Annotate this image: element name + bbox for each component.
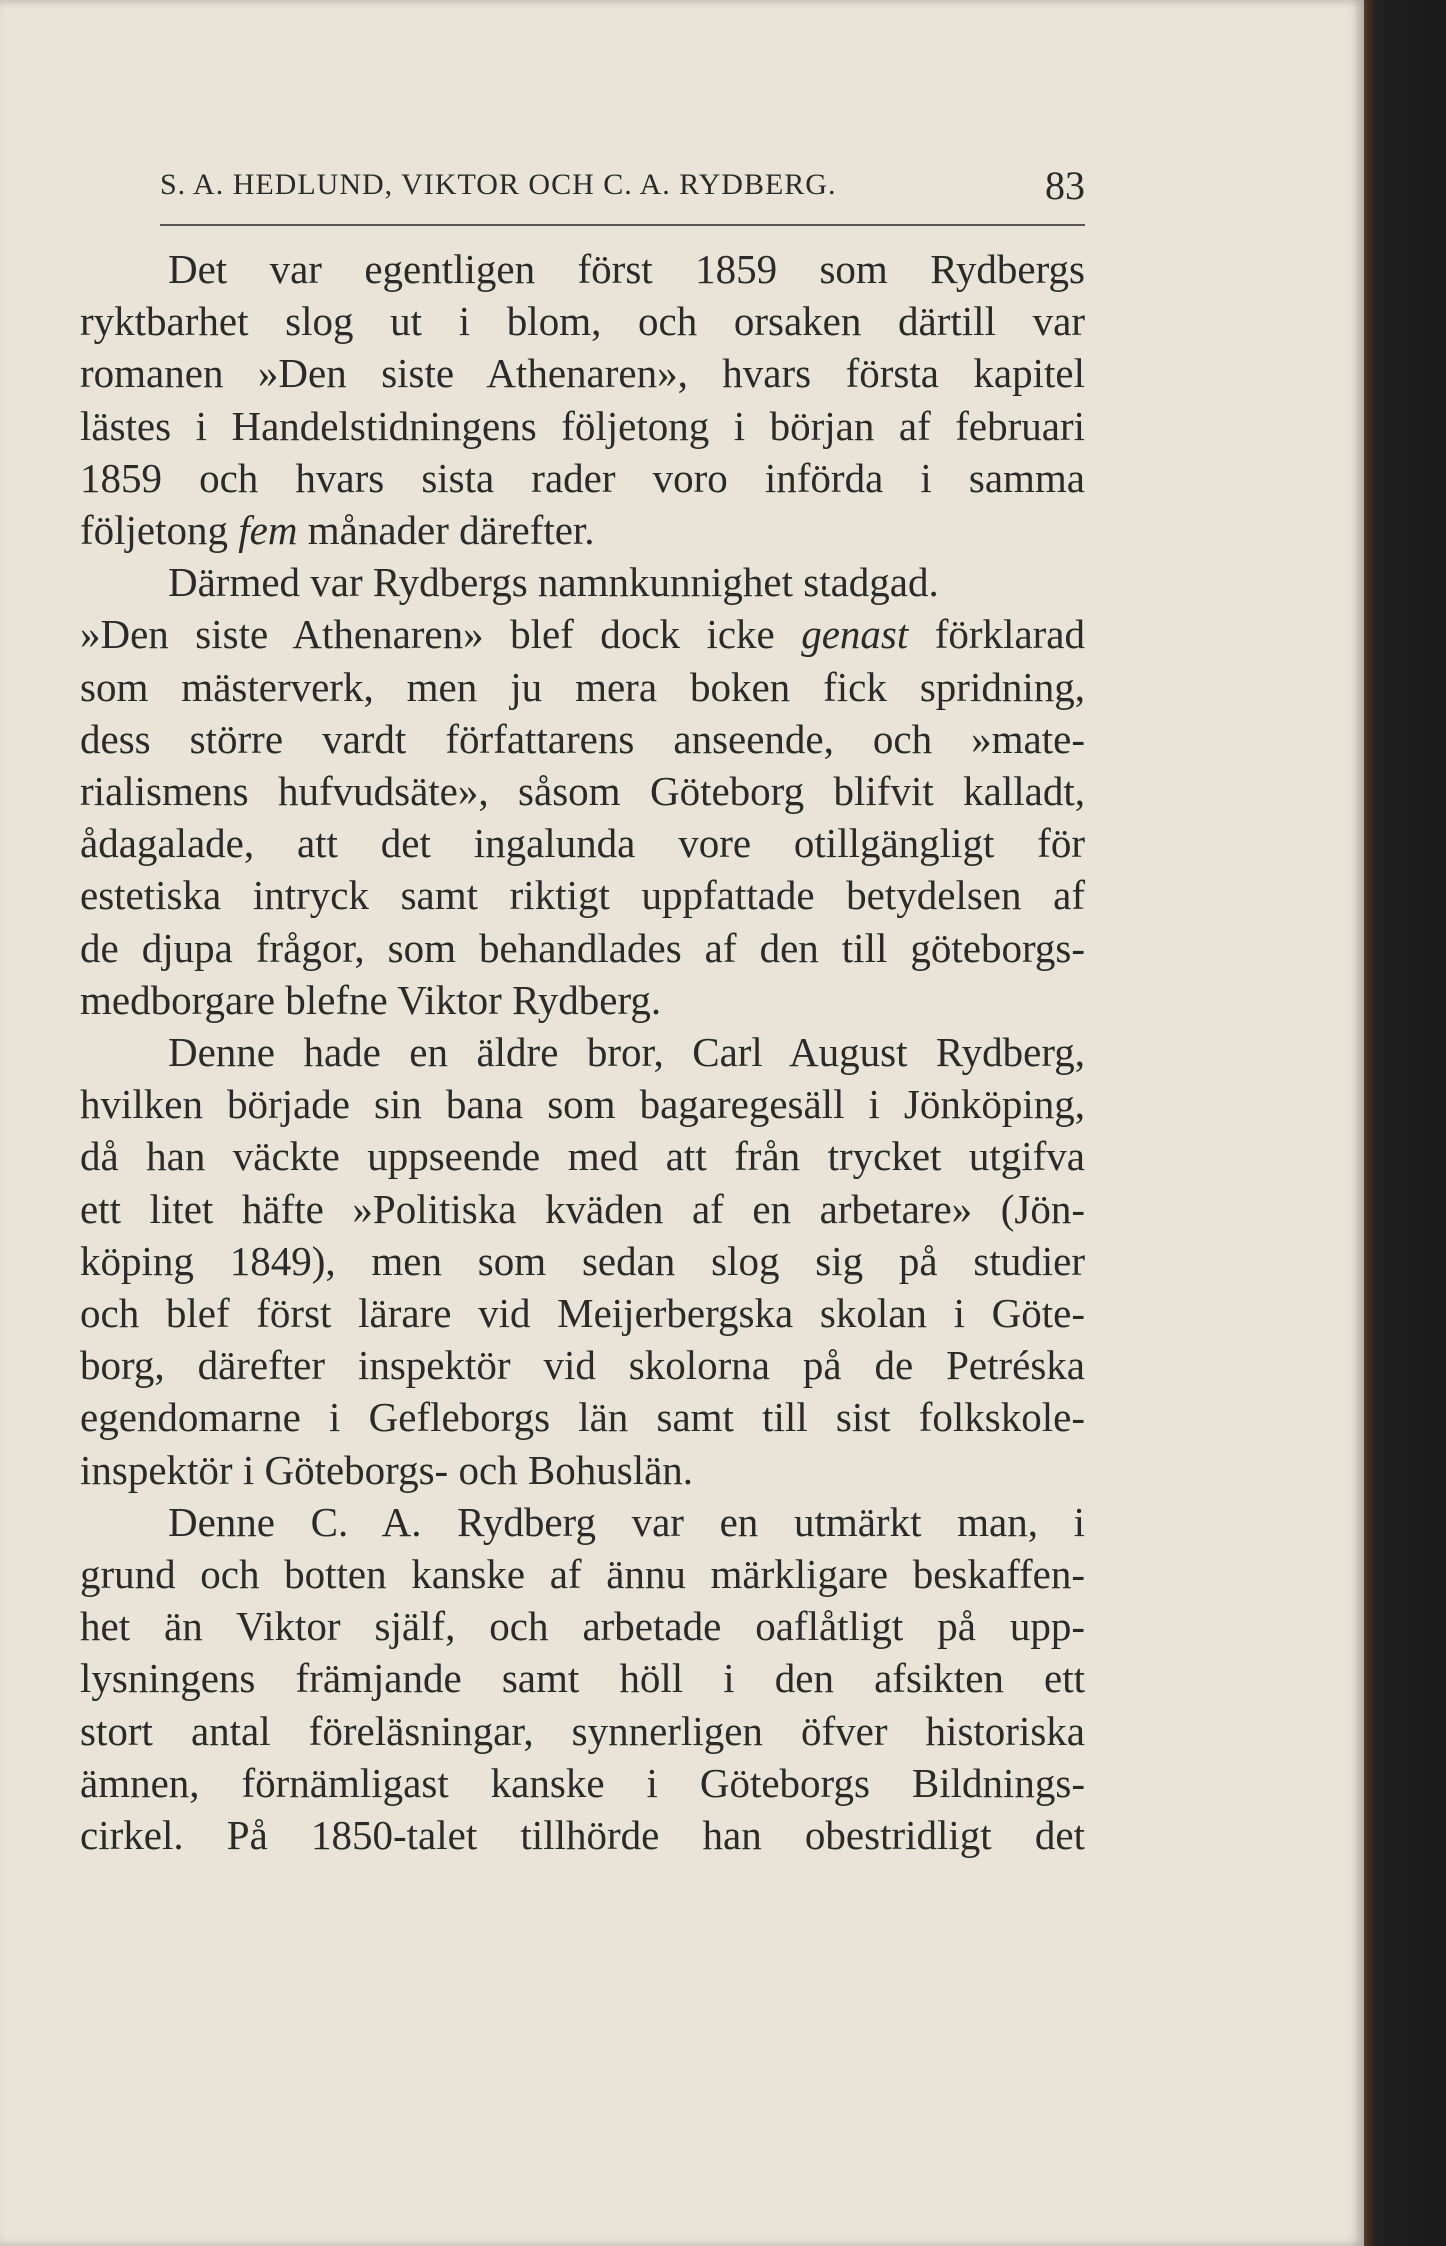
text-line: Denne hade en äldre bror, Carl August Rydberg,: [168, 1029, 1085, 1076]
text-line: [80, 608, 1085, 660]
book-edge: [1364, 0, 1446, 2246]
text-line: ådagalade, att det ingalunda vore otillgängligt för: [80, 820, 1085, 867]
text-line: het än Viktor själf, och arbetade oaflåtligt på upp-: [80, 1603, 1085, 1650]
text-line: medborgare blefne Viktor Rydberg.: [80, 976, 662, 1023]
text-line: egendomarne i Gefleborgs län samt till sist folkskole-: [80, 1394, 1085, 1441]
body-text: [80, 243, 1085, 1861]
text-line: de djupa frågor, som behandlades af den till göteborgs-: [80, 924, 1085, 971]
italic-word: genast: [801, 611, 909, 658]
text-line: köping 1849), men som sedan slog sig på studier: [80, 1237, 1085, 1284]
text-line: romanen »Den siste Athenaren», hvars första kapitel: [80, 350, 1085, 397]
running-head: S. A. HEDLUND, VIKTOR OCH C. A. RYDBERG.: [160, 168, 837, 201]
page-header: [160, 163, 1085, 226]
text-line: cirkel. På 1850-talet tillhörde han obestridligt det: [80, 1812, 1085, 1859]
text-line: dess större vardt författarens anseende, och »mate-: [80, 715, 1085, 762]
text-line: lästes i Handelstidningens följetong i början af februari: [80, 402, 1085, 449]
italic-word: fem: [238, 507, 298, 554]
text-line: och blef först lärare vid Meijerbergska skolan i Göte-: [80, 1290, 1085, 1337]
text-fragment: månader därefter.: [297, 507, 595, 554]
text-line: estetiska intryck samt riktigt uppfattade betydelsen af: [80, 872, 1085, 919]
text-line: Det var egentligen först 1859 som Rydbergs: [168, 246, 1085, 292]
text-line: hvilken började sin bana som bagaregesäll i Jönköping,: [80, 1081, 1085, 1128]
text-fragment: »Den siste Athenaren» blef dock icke: [80, 611, 802, 658]
text-line: stort antal föreläsningar, synnerligen öfver historiska: [80, 1707, 1085, 1754]
text-line: rialismens hufvudsäte», såsom Göteborg blifvit kalladt,: [80, 768, 1085, 815]
page-number: 83: [1045, 163, 1085, 208]
paragraph-2: [80, 556, 1085, 1026]
text-line: som mästerverk, men ju mera boken fick spridning,: [80, 663, 1085, 710]
text-line: ämnen, förnämligast kanske i Göteborgs Bildnings-: [80, 1759, 1085, 1806]
text-fragment: följetong: [80, 507, 239, 554]
text-fragment: förklarad: [908, 611, 1085, 658]
text-line: lysningens främjande samt höll i den afsikten ett: [80, 1655, 1085, 1702]
text-line: [80, 504, 1085, 556]
text-line: ryktbarhet slog ut i blom, och orsaken därtill var: [80, 298, 1085, 345]
text-line: Därmed var Rydbergs namnkunnighet stadgad.: [168, 559, 939, 606]
paragraph-3: [80, 1026, 1085, 1496]
text-line: Denne C. A. Rydberg var en utmärkt man, i: [168, 1498, 1085, 1545]
text-line: då han väckte uppseende med att från trycket utgifva: [80, 1133, 1085, 1180]
paragraph-1: [80, 243, 1085, 556]
text-line: inspektör i Göteborgs- och Bohuslän.: [80, 1446, 694, 1493]
text-line: 1859 och hvars sista rader voro införda i samma: [80, 454, 1085, 501]
text-line: borg, därefter inspektör vid skolorna på de Petréska: [80, 1342, 1085, 1389]
paragraph-4: [80, 1496, 1085, 1861]
text-line: grund och botten kanske af ännu märkligare beskaffen-: [80, 1551, 1085, 1598]
text-line: ett litet häfte »Politiska kväden af en arbetare» (Jön-: [80, 1185, 1085, 1232]
